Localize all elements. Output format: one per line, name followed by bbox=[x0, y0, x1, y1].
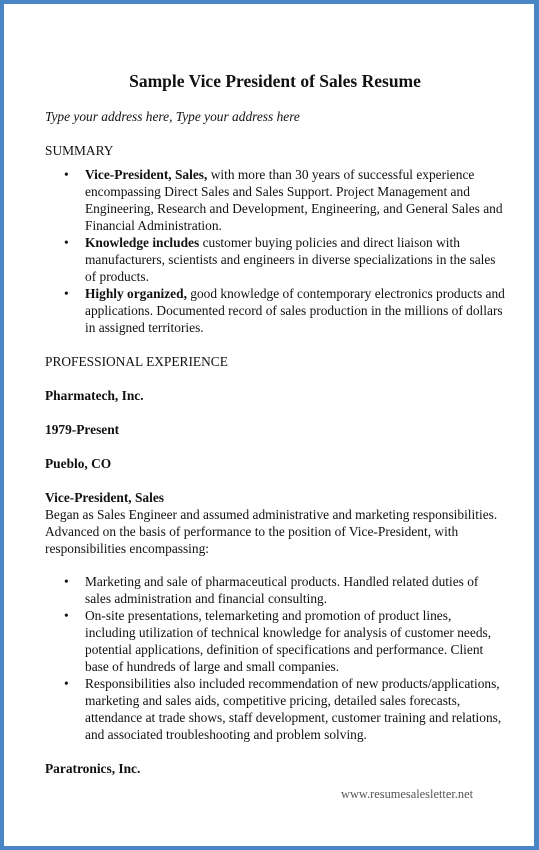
summary-item bbox=[64, 234, 505, 285]
bullet-dot: • bbox=[64, 676, 69, 691]
responsibility-item bbox=[64, 675, 505, 743]
summary-item bbox=[64, 166, 505, 234]
responsibility-text: On-site presentations, telemarketing and promotion of product lines, including utilization of technical knowledge for analysis of customer needs, potential applications, definition of specifications and performance. Client base of hundreds of large and small companies. bbox=[85, 608, 492, 674]
summary-heading: SUMMARY bbox=[45, 143, 114, 158]
bullet-dot: • bbox=[64, 608, 69, 623]
next-company-name bbox=[45, 760, 505, 777]
bullet-dot: • bbox=[64, 286, 69, 301]
resume-page bbox=[4, 4, 534, 846]
company-name-text: Pharmatech, Inc. bbox=[45, 388, 144, 403]
responsibility-item bbox=[64, 573, 505, 607]
summary-item-text: with more than 30 years of successful experience encompassing Direct Sales and Sales Support. Project Management and Engineering, Research and Development, Engineering, and General Sales and Financial Administration. bbox=[85, 167, 503, 233]
address-line: Type your address here, Type your address here bbox=[45, 109, 300, 124]
experience-heading: PROFESSIONAL EXPERIENCE bbox=[45, 354, 228, 369]
employment-dates-text: 1979-Present bbox=[45, 422, 120, 437]
responsibility-list bbox=[45, 573, 505, 743]
job-title-text: Vice-President, Sales bbox=[45, 490, 165, 505]
summary-item-bold: Highly organized, bbox=[85, 286, 187, 301]
employment-dates bbox=[45, 421, 505, 438]
next-company-name-text: Paratronics, Inc. bbox=[45, 761, 141, 776]
summary-list bbox=[45, 166, 505, 336]
website-footer: www.resumesalesletter.net bbox=[341, 787, 474, 801]
job-title bbox=[45, 489, 505, 506]
responsibility-text: Responsibilities also included recommendation of new products/applications, marketing and sales aids, competitive pricing, detailed sales forecasts, attendance at trade shows, staff development, customer training and relations, and associated troubleshooting and problem solving. bbox=[85, 676, 502, 742]
summary-item bbox=[64, 285, 505, 336]
responsibility-item bbox=[64, 607, 505, 675]
resume-title: Sample Vice President of Sales Resume bbox=[129, 71, 421, 91]
bullet-dot: • bbox=[64, 167, 69, 182]
responsibility-text: Marketing and sale of pharmaceutical products. Handled related duties of sales administration and financial consulting. bbox=[85, 574, 479, 606]
summary-item-bold: Vice-President, Sales, bbox=[85, 167, 208, 182]
company-name bbox=[45, 387, 505, 404]
job-location bbox=[45, 455, 505, 472]
resume-content bbox=[45, 70, 505, 777]
job-description: Began as Sales Engineer and assumed administrative and marketing responsibilities. Advanced on the basis of performance to the position of Vice-President, with responsibilities encompassing: bbox=[45, 507, 498, 556]
summary-item-bold: Knowledge includes bbox=[85, 235, 200, 250]
job-location-text: Pueblo, CO bbox=[45, 456, 112, 471]
bullet-dot: • bbox=[64, 574, 69, 589]
bullet-dot: • bbox=[64, 235, 69, 250]
summary-item-text: customer buying policies and direct liaison with manufacturers, scientists and engineers in diverse specializations in the sales of products. bbox=[85, 235, 496, 284]
summary-item-text: good knowledge of contemporary electronics products and applications. Documented record of sales production in the millions of dollars in assigned territories. bbox=[85, 286, 505, 335]
